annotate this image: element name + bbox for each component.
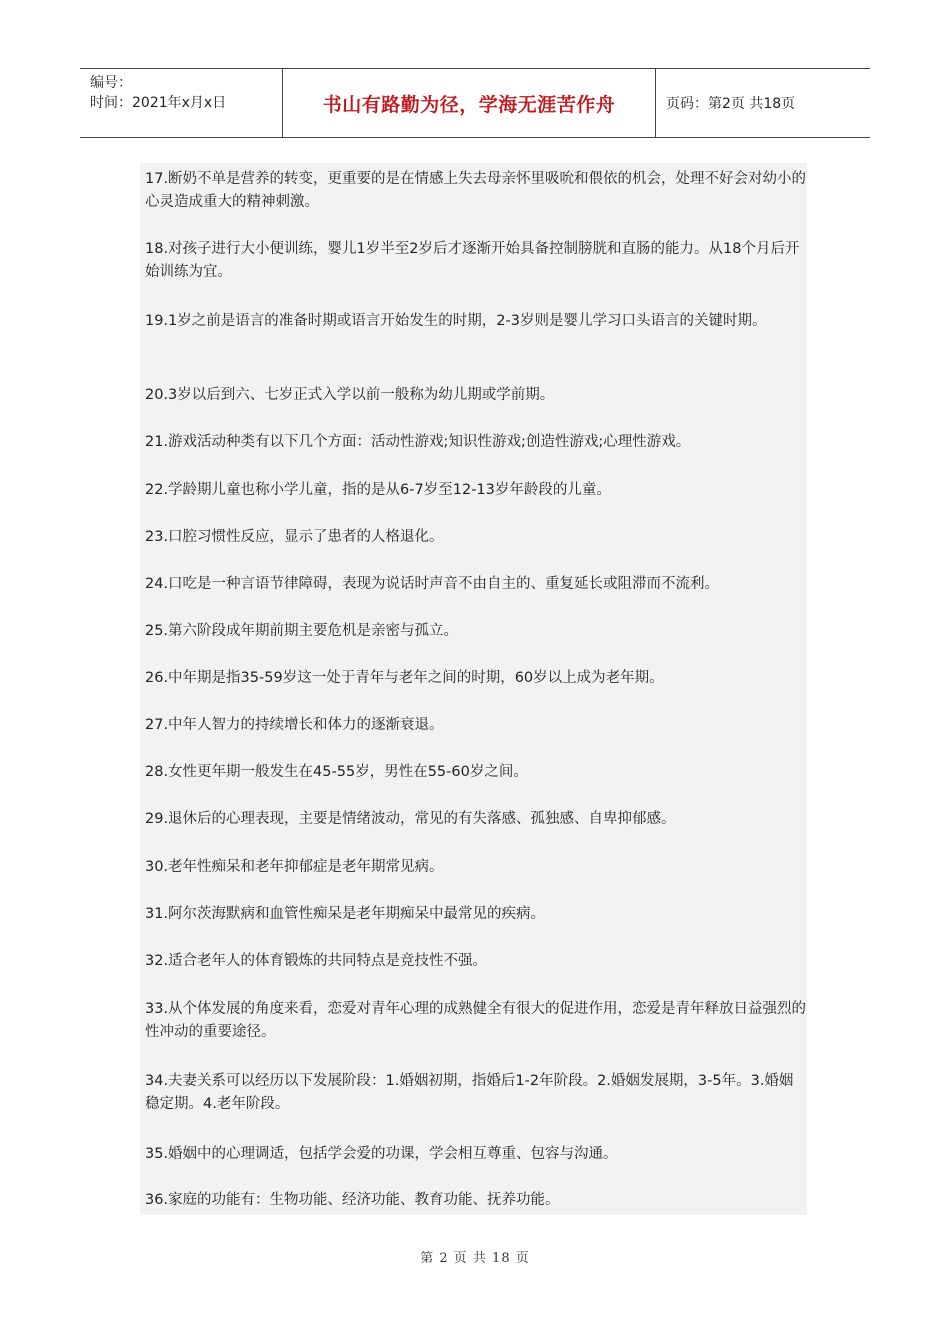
list-item: 24.口吃是一种言语节律障碍，表现为说话时声音不由自主的、重复延长或阻滞而不流利。 [145, 576, 720, 592]
list-item: 29.退休后的心理表现，主要是情绪波动，常见的有失落感、孤独感、自卑抑郁感。 [145, 811, 676, 827]
list-item: 18.对孩子进行大小便训练，婴儿1岁半至2岁后才逐渐开始具备控制膀胱和直肠的能力。从18个月后开始训练为宜。 [145, 241, 800, 280]
header-motto: 书山有路勤为径，学海无涯苦作舟 [282, 69, 656, 137]
list-item: 32.适合老年人的体育锻炼的共同特点是竞技性不强。 [145, 953, 488, 969]
page-header [80, 68, 870, 138]
content-block [140, 163, 807, 1215]
list-item: 19.1岁之前是语言的准备时期或语言开始发生的时期，2-3岁则是婴儿学习口头语言的关键时期。 [145, 313, 767, 329]
number-label: 编号： [90, 75, 132, 91]
list-item: 35.婚姻中的心理调适，包括学会爱的功课，学会相互尊重、包容与沟通。 [145, 1146, 618, 1162]
list-item: 25.第六阶段成年期前期主要危机是亲密与孤立。 [145, 623, 459, 639]
header-meta [80, 69, 282, 137]
page-footer: 第 2 页 共 18 页 [420, 1251, 530, 1266]
list-item: 26.中年期是指35-59岁这一处于青年与老年之间的时期，60岁以上成为老年期。 [145, 670, 664, 686]
list-item: 21.游戏活动种类有以下几个方面：活动性游戏;知识性游戏;创造性游戏;心理性游戏。 [145, 434, 691, 450]
time-label: 时间：2021年x月x日 [90, 95, 227, 111]
header-page-info: 页码：第2页 共18页 [666, 96, 796, 112]
list-item: 36.家庭的功能有：生物功能、经济功能、教育功能、抚养功能。 [145, 1192, 560, 1208]
list-item: 20.3岁以后到六、七岁正式入学以前一般称为幼儿期或学前期。 [145, 387, 555, 403]
list-item: 34.夫妻关系可以经历以下发展阶段：1.婚姻初期，指婚后1-2年阶段。2.婚姻发展期，3-5年。3.婚姻稳定期。4.老年阶段。 [145, 1073, 794, 1112]
list-item: 30.老年性痴呆和老年抑郁症是老年期常见病。 [145, 859, 444, 875]
list-item: 23.口腔习惯性反应，显示了患者的人格退化。 [145, 529, 444, 545]
list-item: 33.从个体发展的角度来看，恋爱对青年心理的成熟健全有很大的促进作用，恋爱是青年释放日益强烈的性冲动的重要途径。 [145, 1001, 807, 1040]
list-item: 31.阿尔茨海默病和血管性痴呆是老年期痴呆中最常见的疾病。 [145, 906, 546, 922]
list-item: 28.女性更年期一般发生在45-55岁，男性在55-60岁之间。 [145, 764, 528, 780]
list-item: 22.学龄期儿童也称小学儿童，指的是从6-7岁至12-13岁年龄段的儿童。 [145, 482, 611, 498]
list-item: 27.中年人智力的持续增长和体力的逐渐衰退。 [145, 717, 444, 733]
list-item: 17.断奶不单是营养的转变，更重要的是在情感上失去母亲怀里吸吮和偎依的机会，处理不好会对幼小的心灵造成重大的精神刺激。 [145, 171, 807, 210]
